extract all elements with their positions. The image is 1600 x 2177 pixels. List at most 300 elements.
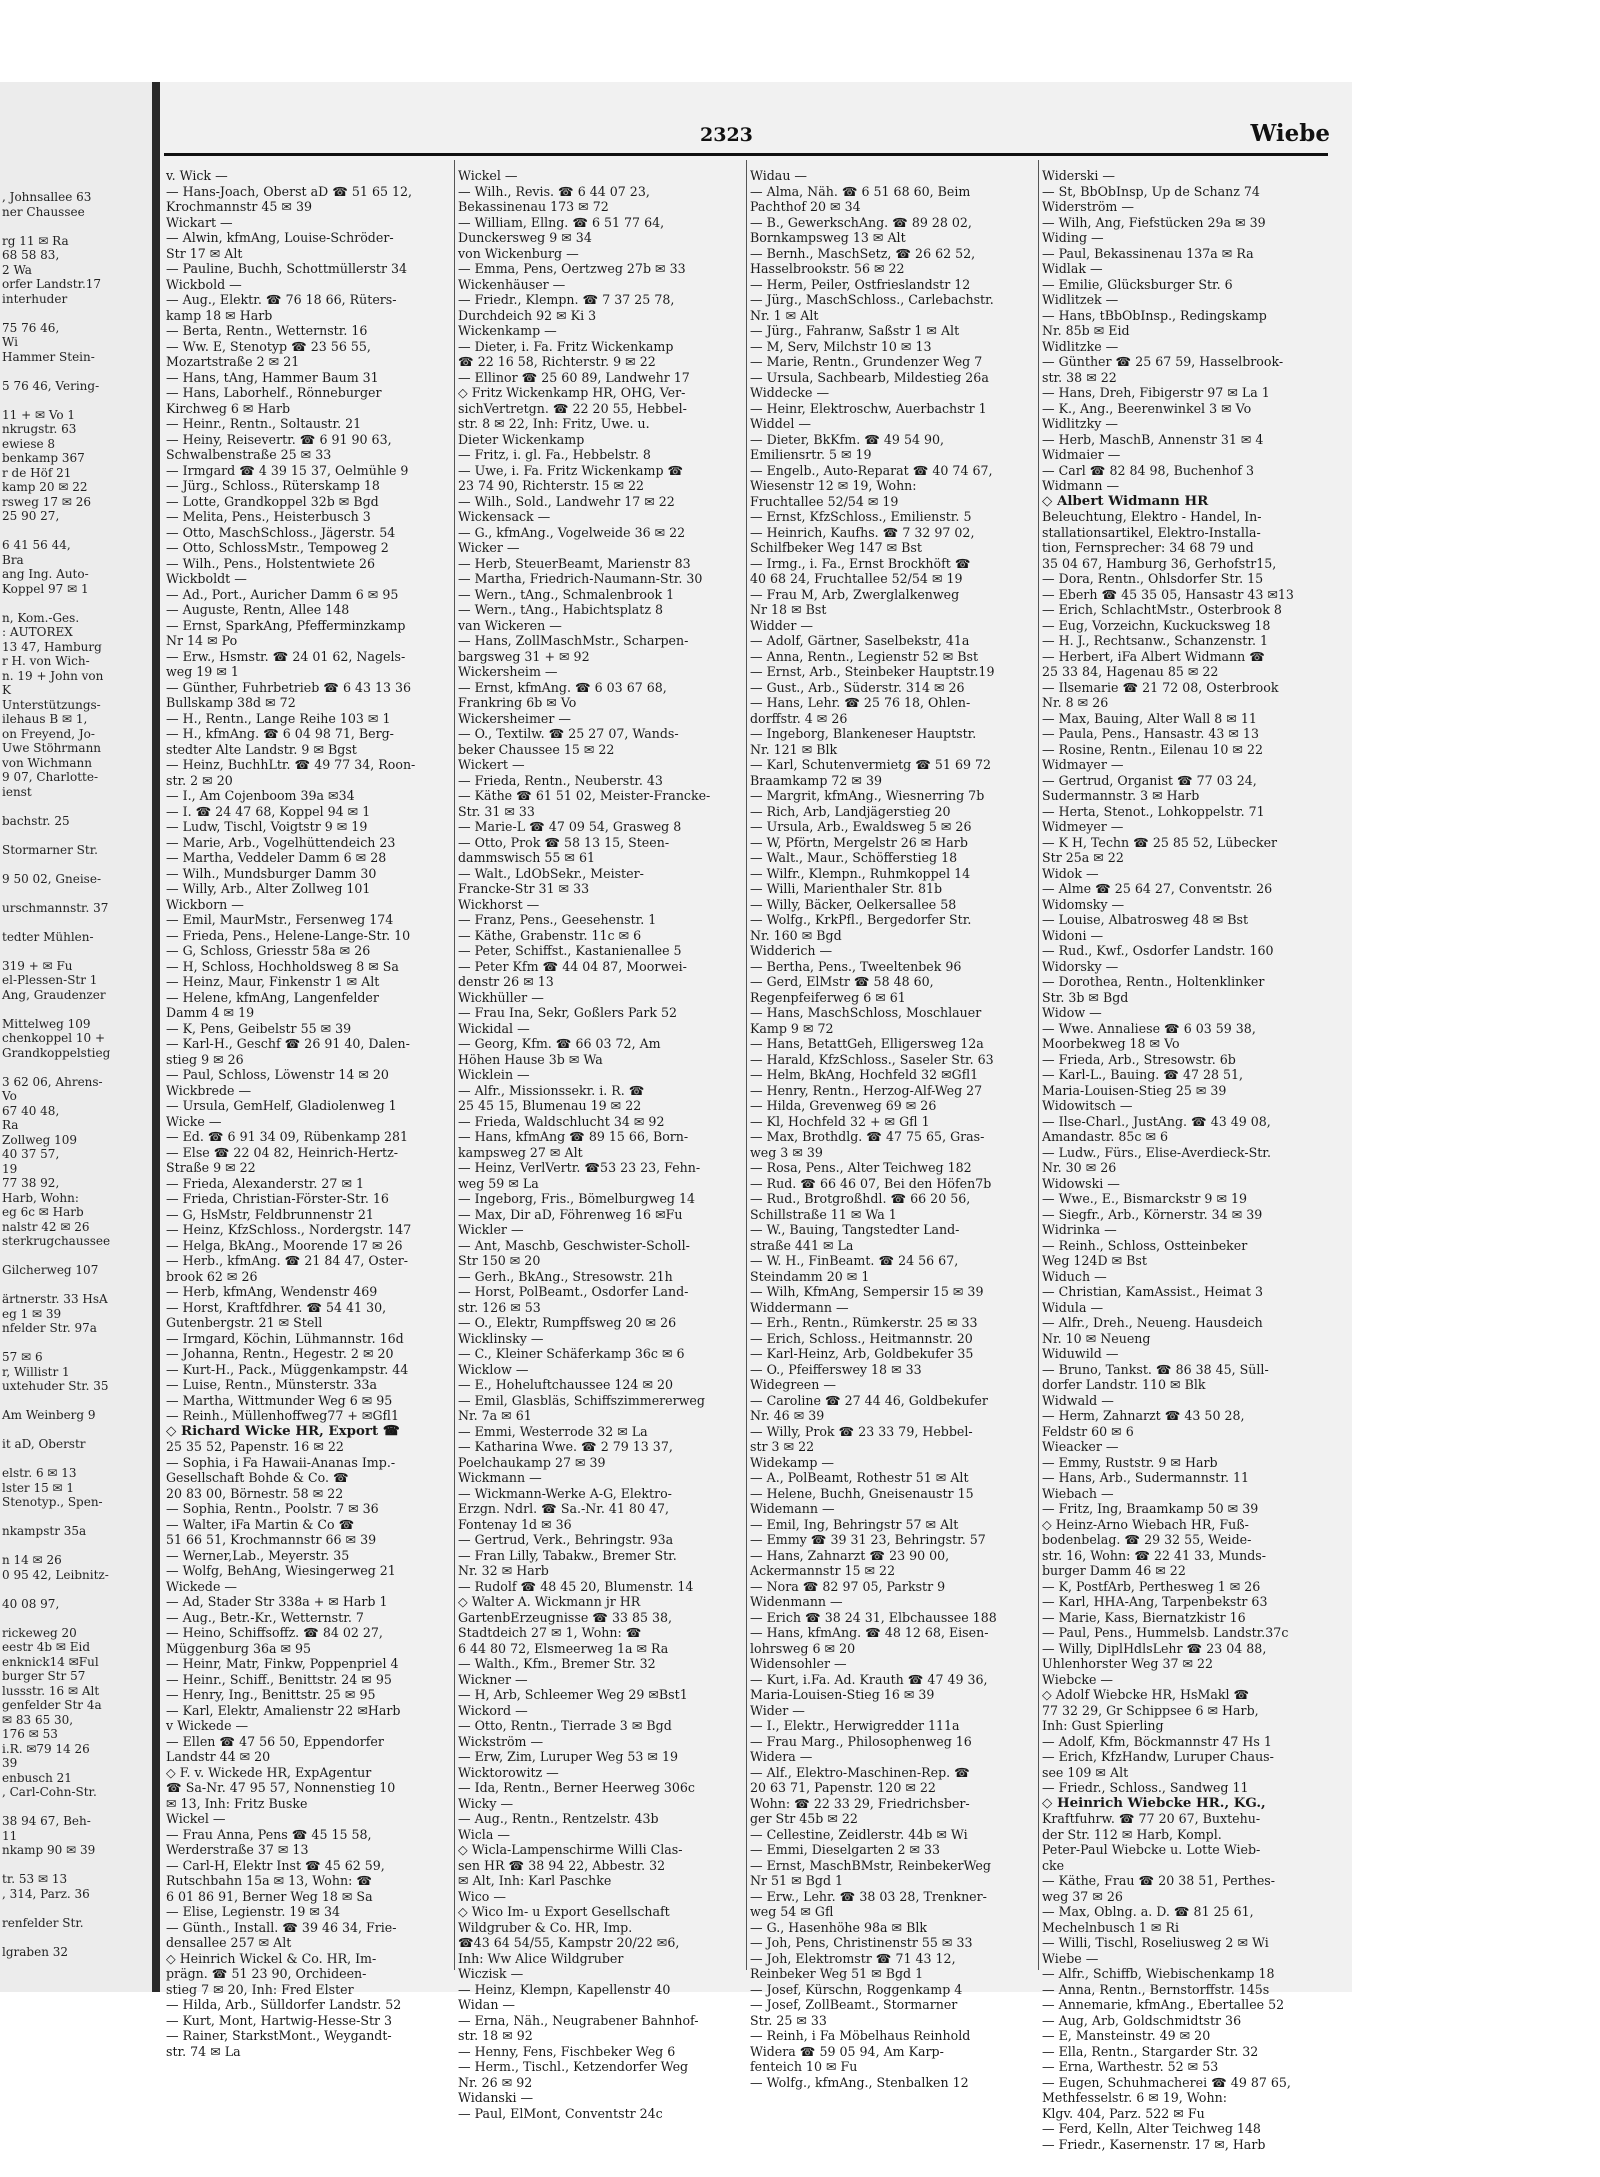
left-fragment-line: 68 58 83,	[2, 248, 60, 262]
left-fragment-line: Ra	[2, 1118, 19, 1132]
directory-entry: Nr. 26 ✉ 92	[458, 2074, 533, 2090]
directory-entry: v. Wick —	[166, 168, 228, 183]
directory-entry: — Dorothea, Rentn., Holtenklinker	[1042, 974, 1265, 989]
directory-entry: Nr. 10 ✉ Neueng	[1042, 1330, 1151, 1346]
directory-entry: beker Chaussee 15 ✉ 22	[458, 741, 615, 757]
left-fragment-line: r de Höf 21	[2, 465, 72, 480]
left-fragment-line	[2, 1452, 150, 1467]
left-fragment-line	[2, 1800, 150, 1815]
directory-entry: Widula —	[1042, 1299, 1104, 1315]
directory-entry: — Herm., Tischl., Ketzendorfer Weg	[458, 2059, 689, 2074]
directory-column-3	[750, 168, 1032, 2090]
left-fragment-line	[2, 524, 150, 539]
directory-entry: — Willy, DiplHdlsLehr ☎ 23 04 88,	[1042, 1640, 1267, 1656]
directory-entry: Inh: Gust Spierling	[1042, 1718, 1164, 1733]
directory-entry: Klgv. 404, Parz. 522 ✉ Fu	[1042, 2105, 1205, 2121]
directory-entry: Wickensack —	[458, 509, 551, 524]
directory-entry: Widing —	[1042, 230, 1104, 245]
directory-entry: ger Str 45b ✉ 22	[750, 1811, 858, 1826]
left-fragment-line	[2, 1539, 150, 1554]
left-fragment-line: n. 19 + John von	[2, 668, 104, 683]
directory-entry: Erzgn. Ndrl. ☎ Sa.-Nr. 41 80 47,	[458, 1501, 669, 1516]
directory-entry: — Heinz, Maur, Finkenstr 1 ✉ Alt	[166, 974, 380, 989]
left-fragment-line: r H. von Wich-	[2, 654, 90, 668]
directory-entry: — E, Mansteinstr. 49 ✉ 20	[1042, 2028, 1211, 2043]
directory-entry: — Wilh., Revis. ☎ 6 44 07 23,	[458, 183, 650, 199]
directory-entry: Amandastr. 85c ✉ 6	[1042, 1129, 1169, 1144]
directory-entry: tion, Fernsprecher: 34 68 79 und	[1042, 540, 1254, 555]
directory-entry: — Kurt, Mont, Hartwig-Hesse-Str 3	[166, 2012, 393, 2028]
left-fragment-line: von Wichmann	[2, 755, 92, 770]
directory-entry: str. 18 ✉ 92	[458, 2028, 533, 2043]
directory-entry: — Willi, Tischl, Roseliusweg 2 ✉ Wi	[1042, 1935, 1269, 1950]
directory-entry: — Irmgard ☎ 4 39 15 37, Oelmühle 9	[166, 462, 409, 478]
directory-entry: — Ernst, KfzSchloss., Emilienstr. 5	[750, 509, 972, 524]
directory-entry: v Wickede —	[166, 1718, 249, 1733]
directory-page	[160, 82, 1352, 2152]
directory-entry: GartenbErzeugnisse ☎ 33 85 38,	[458, 1609, 673, 1625]
left-fragment-line: : AUTOREX	[2, 625, 73, 639]
directory-entry: Feldstr 60 ✉ 6	[1042, 1423, 1134, 1439]
directory-entry: Wickhüller —	[458, 989, 544, 1005]
directory-entry: Wico —	[458, 1888, 506, 1904]
directory-entry: Widemann —	[750, 1501, 835, 1516]
left-fragment-line: ilehaus B ✉ 1,	[2, 712, 88, 726]
directory-entry: — I., Elektr., Herwigredder 111a	[750, 1718, 960, 1733]
directory-entry: — Alf., Elektro-Maschinen-Rep. ☎	[750, 1764, 970, 1780]
directory-entry: — Kurt, i.Fa. Ad. Krauth ☎ 47 49 36,	[750, 1671, 988, 1687]
directory-entry: Widowitsch —	[1042, 1098, 1133, 1113]
directory-entry: — Willy, Arb., Alter Zollweg 101	[166, 881, 371, 896]
directory-entry: — Hilda, Grevenweg 69 ✉ 26	[750, 1098, 937, 1113]
left-fragment-line	[2, 596, 150, 611]
left-fragment-line: 11 + ✉ Vo 1	[2, 407, 76, 422]
left-fragment-line: 176 ✉ 53	[2, 1727, 58, 1741]
left-fragment-line: ner Chaussee	[2, 204, 85, 219]
directory-entry: — Bernh., MaschSetz, ☎ 26 62 52,	[750, 245, 976, 261]
directory-entry: — Ernst, MaschBMstr, ReinbekerWeg	[750, 1857, 991, 1873]
directory-entry: str. 2 ✉ 20	[166, 772, 233, 788]
directory-entry: — Erh., Rentn., Rümkerstr. 25 ✉ 33	[750, 1315, 978, 1330]
directory-entry: kamp 18 ✉ Harb	[166, 307, 273, 323]
directory-entry: — K, Pens, Geibelstr 55 ✉ 39	[166, 1020, 352, 1036]
directory-entry: Wickede —	[166, 1578, 237, 1594]
directory-entry: — Reinh., Schloss, Ostteinbeker	[1042, 1237, 1248, 1253]
directory-entry: — Hans, Zahnarzt ☎ 23 90 00,	[750, 1547, 950, 1563]
left-fragment-line	[2, 393, 150, 408]
directory-entry: — Willy, Prok ☎ 23 33 79, Hebbel-	[750, 1423, 973, 1439]
directory-entry: Kraftfuhrw. ☎ 77 20 67, Buxtehu-	[1042, 1811, 1261, 1826]
directory-entry: — Ant, Maschb, Geschwister-Scholl-	[458, 1237, 690, 1253]
directory-entry: Widera —	[750, 1749, 813, 1764]
directory-entry: — Alfr., Schiffb, Wiebischenkamp 18	[1042, 1966, 1275, 1981]
left-fragment-line	[2, 364, 150, 379]
directory-entry: Beleuchtung, Elektro - Handel, In-	[1042, 509, 1262, 524]
directory-entry: Wickenkamp —	[458, 323, 557, 338]
left-fragment-line: 77 38 92,	[2, 1176, 60, 1190]
left-fragment-line: urschmannstr. 37	[2, 900, 109, 915]
directory-entry: — Wolfg., kfmAng., Stenbalken 12	[750, 2074, 969, 2090]
directory-entry: Peter-Paul Wiebcke u. Lotte Wieb-	[1042, 1842, 1261, 1857]
directory-entry: — Frau M, Arb, Zwerglalkenweg	[750, 586, 960, 602]
left-fragment-line: 319 + ✉ Fu	[2, 958, 73, 973]
directory-entry: — Marie, Rentn., Grundenzer Weg 7	[750, 354, 983, 369]
directory-entry: — Carl ☎ 82 84 98, Buchenhof 3	[1042, 462, 1255, 478]
book-gutter	[152, 82, 160, 1992]
left-fragment-line	[2, 799, 150, 814]
directory-entry: — Frau Anna, Pens ☎ 45 15 58,	[166, 1826, 372, 1842]
directory-entry: Wicker —	[458, 540, 520, 555]
directory-entry: — Horst, PolBeamt., Osdorfer Land-	[458, 1284, 689, 1299]
left-fragment-line: chenkoppel 10 +	[2, 1031, 106, 1045]
directory-entry: — St, BbObInsp, Up de Schanz 74	[1042, 183, 1260, 199]
running-head: Wiebe	[1250, 120, 1330, 147]
left-page-fragment	[0, 82, 152, 1992]
directory-entry: — Otto, MaschSchloss., Jägerstr. 54	[166, 524, 396, 540]
directory-entry: — Kurt-H., Pack., Müggenkampstr. 44	[166, 1361, 409, 1377]
directory-entry: 25 45 15, Blumenau 19 ✉ 22	[458, 1098, 642, 1113]
left-fragment-line: i.R. ✉79 14 26	[2, 1741, 90, 1756]
directory-entry: — Otto, Rentn., Tierrade 3 ✉ Bgd	[458, 1718, 672, 1733]
directory-entry: Wickersheimer —	[458, 710, 571, 726]
directory-entry: — Martha, Friedrich-Naumann-Str. 30	[458, 571, 703, 586]
directory-entry: stieg 7 ✉ 20, Inh: Fred Elster	[166, 1981, 354, 1997]
directory-entry: — Alfr., Missionssekr. i. R. ☎	[458, 1082, 645, 1098]
directory-entry: — Siegfr., Arb., Körnerstr. 34 ✉ 39	[1042, 1206, 1263, 1222]
left-fragment-line: Stenotyp., Spen-	[2, 1495, 103, 1509]
directory-entry: — Ursula, Arb., Ewaldsweg 5 ✉ 26	[750, 819, 972, 834]
directory-entry: — Frieda, Rentn., Neuberstr. 43	[458, 772, 663, 788]
left-fragment-line: orfer Landstr.17	[2, 277, 102, 291]
left-fragment-line: 40 08 97,	[2, 1596, 60, 1611]
directory-entry: Widensohler —	[750, 1656, 847, 1671]
directory-entry: cke	[1042, 1857, 1065, 1873]
directory-entry: ◇ Heinz-Arno Wiebach HR, Fuß-	[1042, 1516, 1249, 1532]
directory-entry: — Karl-Heinz, Arb, Goldbekufer 35	[750, 1346, 974, 1361]
column-divider	[746, 160, 747, 1970]
directory-entry: Kirchweg 6 ✉ Harb	[166, 400, 291, 416]
directory-entry: — G., kfmAng., Vogelweide 36 ✉ 22	[458, 524, 686, 540]
directory-entry: — O., Textilw. ☎ 25 27 07, Wands-	[458, 726, 679, 741]
left-fragment-line: eestr 4b ✉ Eid	[2, 1640, 91, 1654]
directory-entry: — Heinz, Klempn, Kapellenstr 40	[458, 1981, 671, 1997]
directory-entry: — Melita, Pens., Heisterbusch 3	[166, 509, 371, 524]
directory-entry: ◇ Wicla-Lampenschirme Willi Clas-	[458, 1842, 683, 1857]
directory-entry: Widrinka —	[1042, 1222, 1117, 1237]
left-fragment-line: el-Plessen-Str 1	[2, 973, 98, 987]
directory-entry: — Ida, Rentn., Berner Heerweg 306c	[458, 1780, 695, 1795]
directory-entry: str. 38 ✉ 22	[1042, 369, 1117, 385]
directory-entry: Nr. 46 ✉ 39	[750, 1408, 825, 1423]
directory-entry: Wicklinsky —	[458, 1330, 544, 1346]
left-fragment-line: 40 37 57,	[2, 1147, 60, 1161]
directory-entry: Wicky —	[458, 1795, 514, 1811]
directory-entry: — Rosine, Rentn., Eilenau 10 ✉ 22	[1042, 741, 1263, 757]
directory-entry: — Fritz, Ing, Braamkamp 50 ✉ 39	[1042, 1501, 1259, 1516]
left-fragment-line: ang Ing. Auto-	[2, 567, 89, 581]
directory-entry: Widera ☎ 59 05 94, Am Karp-	[750, 2043, 944, 2059]
directory-entry: 6 01 86 91, Berner Weg 18 ✉ Sa	[166, 1888, 373, 1904]
left-fragment-line: Koppel 97 ✉ 1	[2, 581, 89, 596]
directory-entry: Francke-Str 31 ✉ 33	[458, 881, 590, 896]
left-fragment-line: renfelder Str.	[2, 1915, 84, 1930]
directory-entry: — Wilh., Pens., Holstentwiete 26	[166, 555, 375, 571]
left-fragment-line: lgraben 32	[2, 1944, 69, 1959]
left-fragment-line	[2, 1510, 150, 1525]
left-fragment-line: uxtehuder Str. 35	[2, 1379, 109, 1393]
directory-entry: — K., Ang., Beerenwinkel 3 ✉ Vo	[1042, 400, 1252, 416]
directory-entry: — Willi, Marienthaler Str. 81b	[750, 881, 943, 896]
directory-entry: — Marie, Kass, Biernatzkistr 16	[1042, 1609, 1246, 1625]
directory-entry: — Emmi, Dieselgarten 2 ✉ 33	[750, 1842, 941, 1857]
directory-entry: weg 3 ✉ 39	[750, 1144, 823, 1160]
left-fragment-line: burger Str 57	[2, 1669, 86, 1683]
directory-entry: denstr 26 ✉ 13	[458, 974, 554, 989]
directory-entry: — Günth., Install. ☎ 39 46 34, Frie-	[166, 1919, 397, 1935]
directory-entry: Widderich —	[750, 943, 833, 958]
directory-entry: — Johanna, Rentn., Hegestr. 2 ✉ 20	[166, 1346, 394, 1361]
left-fragment-line: lster 15 ✉ 1	[2, 1480, 75, 1495]
directory-entry: Widder —	[750, 617, 813, 633]
left-fragment-line: rickeweg 20	[2, 1625, 77, 1640]
directory-entry: — Frieda, Pens., Helene-Lange-Str. 10	[166, 927, 411, 943]
directory-entry: — H., kfmAng. ☎ 6 04 98 71, Berg-	[166, 726, 394, 741]
directory-entry: — Sophia, Rentn., Poolstr. 7 ✉ 36	[166, 1501, 379, 1516]
directory-entry: sichVertretgn. ☎ 22 20 55, Hebbel-	[458, 400, 687, 416]
directory-entry: Poelchaukamp 27 ✉ 39	[458, 1454, 606, 1470]
directory-entry: Nr. 8 ✉ 26	[1042, 695, 1109, 710]
directory-entry: — Wwe., E., Bismarckstr 9 ✉ 19	[1042, 1191, 1248, 1206]
directory-entry: — Joh, Elektromstr ☎ 71 43 12,	[750, 1950, 956, 1966]
directory-entry: — Helm, BkAng, Hochfeld 32 ✉Gfl1	[750, 1067, 979, 1082]
directory-entry: Methfesselstr. 6 ✉ 19, Wohn:	[1042, 2090, 1227, 2105]
directory-entry: Nr. 32 ✉ Harb	[458, 1563, 549, 1578]
directory-entry: — Aug., Betr.-Kr., Wetternstr. 7	[166, 1609, 364, 1625]
directory-entry: — Paula, Pens., Hansastr. 43 ✉ 13	[1042, 726, 1259, 741]
directory-entry: — Aug., Rentn., Rentzelstr. 43b	[458, 1811, 659, 1826]
directory-entry: — Herta, Stenot., Lohkoppelstr. 71	[1042, 803, 1265, 819]
left-fragment-line: Bra	[2, 552, 24, 567]
directory-entry: — Friedr., Schloss., Sandweg 11	[1042, 1780, 1249, 1795]
directory-entry: Regenpfeiferweg 6 ✉ 61	[750, 989, 906, 1005]
directory-entry: — Uwe, i. Fa. Fritz Wickenkamp ☎	[458, 462, 684, 478]
directory-entry: Wickner —	[458, 1671, 528, 1687]
directory-entry: Str. 25 ✉ 33	[750, 2012, 827, 2028]
directory-entry: — Heinz, VerlVertr. ☎53 23 23, Fehn-	[458, 1160, 701, 1175]
directory-entry: Hasselbrookstr. 56 ✉ 22	[750, 261, 905, 276]
directory-entry: — Emil, Ing, Behringstr 57 ✉ Alt	[750, 1516, 959, 1532]
directory-entry: — William, Ellng. ☎ 6 51 77 64,	[458, 214, 665, 230]
directory-entry: Wider —	[750, 1702, 805, 1718]
directory-entry: — Wolfg., KrkPfl., Bergedorfer Str.	[750, 912, 972, 927]
directory-entry: — W, Pförtn, Mergelstr 26 ✉ Harb	[750, 834, 968, 850]
directory-entry: 25 33 84, Hagenau 85 ✉ 22	[1042, 664, 1219, 679]
directory-entry: — Henry, Rentn., Herzog-Alf-Weg 27	[750, 1082, 983, 1098]
left-fragment-line: 2 Wa	[2, 262, 32, 277]
directory-entry: Nr. 160 ✉ Bgd	[750, 927, 842, 943]
left-fragment-line: Uwe Stöhrmann	[2, 741, 102, 755]
directory-entry: Wickord —	[458, 1702, 528, 1718]
directory-entry: — H, Schloss, Hochholdsweg 8 ✉ Sa	[166, 958, 399, 974]
directory-entry: — Jürg., Schloss., Rüterskamp 18	[166, 478, 380, 493]
left-fragment-line: enknick14 ✉Ful	[2, 1654, 99, 1669]
directory-entry: — Ernst, kfmAng. ☎ 6 03 67 68,	[458, 679, 667, 695]
directory-entry: Straße 9 ✉ 22	[166, 1160, 256, 1175]
directory-entry: — Elise, Legienstr. 19 ✉ 34	[166, 1904, 341, 1919]
directory-entry: Uhlenhorster Weg 37 ✉ 22	[1042, 1656, 1214, 1671]
directory-entry: kampsweg 27 ✉ Alt	[458, 1144, 583, 1160]
directory-entry: Widdermann —	[750, 1299, 849, 1315]
left-fragment-line: 57 ✉ 6	[2, 1350, 43, 1364]
directory-entry: — Berta, Rentn., Wetternstr. 16	[166, 323, 368, 338]
directory-entry: — Luise, Rentn., Münsterstr. 33a	[166, 1377, 378, 1392]
directory-entry: Wickel —	[166, 1811, 226, 1826]
directory-entry: Wickler —	[458, 1222, 524, 1237]
left-fragment-line: Harb, Wohn:	[2, 1190, 79, 1205]
directory-entry: — Peter, Schiffst., Kastanienallee 5	[458, 943, 682, 958]
directory-entry: — Irmgard, Köchin, Lühmannstr. 16d	[166, 1330, 404, 1346]
directory-entry: — Margrit, kfmAng., Wiesnerring 7b	[750, 788, 985, 803]
directory-entry: Wicke —	[166, 1113, 222, 1129]
left-fragment-line: , Carl-Cohn-Str.	[2, 1785, 97, 1799]
directory-entry: — Wilh, Ang, Fiefstücken 29a ✉ 39	[1042, 214, 1266, 230]
directory-entry: Str. 31 ✉ 33	[458, 803, 535, 819]
directory-entry: — Käthe ☎ 61 51 02, Meister-Francke-	[458, 788, 711, 803]
directory-entry: — Walter, iFa Martin & Co ☎	[166, 1516, 355, 1532]
directory-entry: Wickidal —	[458, 1020, 530, 1036]
directory-entry: see 109 ✉ Alt	[1042, 1764, 1129, 1780]
left-fragment-line	[2, 1278, 150, 1293]
directory-entry: Str 150 ✉ 20	[458, 1253, 541, 1268]
directory-entry: — Ludw., Fürs., Elise-Averdieck-Str.	[1042, 1144, 1271, 1160]
directory-entry: Wickmann —	[458, 1470, 542, 1485]
directory-entry: Wiebcke —	[1042, 1671, 1113, 1687]
directory-entry: weg 37 ✉ 26	[1042, 1888, 1123, 1904]
directory-entry: — Karl-L., Bauing. ☎ 47 28 51,	[1042, 1067, 1244, 1082]
directory-entry: — Georg, Kfm. ☎ 66 03 72, Am	[458, 1036, 661, 1051]
directory-entry: — Martha, Veddeler Damm 6 ✉ 28	[166, 850, 387, 865]
left-fragment-line	[2, 944, 150, 959]
left-fragment-line	[2, 1249, 150, 1264]
directory-entry: — A., PolBeamt, Rothestr 51 ✉ Alt	[750, 1470, 969, 1485]
directory-entry: weg 54 ✉ Gfl	[750, 1904, 834, 1919]
directory-entry: — Gertrud, Organist ☎ 77 03 24,	[1042, 772, 1257, 788]
left-fragment-line: Stormarner Str.	[2, 842, 98, 857]
directory-entry: Widoni —	[1042, 927, 1104, 943]
directory-entry: Widorsky —	[1042, 958, 1119, 974]
directory-entry: — Herb, SteuerBeamt, Marienstr 83	[458, 555, 691, 571]
left-fragment-line: eg 6c ✉ Harb	[2, 1205, 84, 1219]
directory-entry: ☎ 22 16 58, Richterstr. 9 ✉ 22	[458, 354, 656, 369]
directory-entry: Sudermannstr. 3 ✉ Harb	[1042, 788, 1200, 803]
directory-entry: — Katharina Wwe. ☎ 2 79 13 37,	[458, 1439, 673, 1454]
directory-entry: — Rudolf ☎ 48 45 20, Blumenstr. 14	[458, 1578, 694, 1594]
directory-entry: ◇ Richard Wicke HR, Export ☎	[166, 1422, 400, 1439]
left-fragment-line: Ang, Graudenzer	[2, 987, 106, 1002]
directory-entry: — Wilh., Mundsburger Damm 30	[166, 865, 377, 881]
directory-entry: Wiesenstr 12 ✉ 19, Wohn:	[750, 478, 917, 493]
directory-entry: Widmaier —	[1042, 447, 1121, 462]
left-fragment-line: sterkrugchaussee	[2, 1234, 111, 1248]
left-fragment-line: 9 50 02, Gneise-	[2, 871, 101, 886]
left-fragment-line: ✉ 83 65 30,	[2, 1712, 74, 1727]
directory-entry: Wickström —	[458, 1733, 544, 1749]
directory-entry: Str. 3b ✉ Bgd	[1042, 989, 1129, 1005]
directory-entry: — Frieda, Arb., Stresowstr. 6b	[1042, 1051, 1236, 1067]
directory-entry: — B., GewerkschAng. ☎ 89 28 02,	[750, 214, 972, 230]
directory-entry: — Auguste, Rentn, Allee 148	[166, 602, 350, 617]
directory-entry: — Max, Dir aD, Föhrenweg 16 ✉Fu	[458, 1206, 683, 1222]
directory-entry: Wicklein —	[458, 1067, 530, 1082]
directory-entry: straße 441 ✉ La	[750, 1237, 854, 1253]
directory-entry: ◇ Albert Widmann HR	[1042, 492, 1209, 509]
directory-entry: — Josef, ZollBeamt., Stormarner	[750, 1997, 958, 2012]
directory-entry: — Rainer, StarkstMont., Weygandt-	[166, 2028, 392, 2043]
directory-entry: Bornkampsweg 13 ✉ Alt	[750, 230, 906, 245]
directory-entry: — Aug, Arb, Goldschmidtstr 36	[1042, 2012, 1242, 2028]
directory-entry: — Käthe, Grabenstr. 11c ✉ 6	[458, 927, 642, 943]
left-fragment-line: K	[2, 683, 11, 697]
directory-entry: Widlitzky —	[1042, 416, 1118, 431]
directory-entry: Nr 18 ✉ Bst	[750, 602, 827, 617]
directory-entry: — Adolf, Gärtner, Saselbekstr, 41a	[750, 633, 970, 648]
directory-entry: — Erich, Schloss., Heitmannstr. 20	[750, 1330, 973, 1346]
directory-entry: — Ingeborg, Blankeneser Hauptstr.	[750, 726, 977, 741]
directory-entry: Wickhorst —	[458, 896, 540, 912]
directory-entry: Gesellschaft Bohde & Co. ☎	[166, 1470, 349, 1485]
directory-entry: von Wickenburg —	[458, 245, 579, 261]
directory-entry: — Erw., Lehr. ☎ 38 03 28, Trenkner-	[750, 1888, 987, 1904]
directory-entry: prägn. ☎ 51 23 90, Orchideen-	[166, 1966, 367, 1981]
directory-entry: — O., Elektr, Rumpffsweg 20 ✉ 26	[458, 1315, 677, 1330]
left-fragment-line: 13 47, Hamburg	[2, 639, 102, 654]
left-fragment-line	[2, 828, 150, 843]
directory-entry: — Nora ☎ 82 97 05, Parkstr 9	[750, 1578, 946, 1594]
directory-column-1	[166, 168, 448, 2059]
directory-entry: Widdecke —	[750, 385, 830, 400]
left-fragment-line: nfelder Str. 97a	[2, 1321, 97, 1335]
directory-entry: — Lotte, Grandkoppel 32b ✉ Bgd	[166, 493, 379, 509]
directory-entry: — Ella, Rentn., Stargarder Str. 32	[1042, 2043, 1259, 2059]
left-fragment-line: nalstr 42 ✉ 26	[2, 1219, 90, 1234]
directory-entry: — Erich, KfzHandw, Luruper Chaus-	[1042, 1749, 1274, 1764]
directory-entry: Wickersheim —	[458, 664, 558, 679]
directory-entry: stedter Alte Landstr. 9 ✉ Bgst	[166, 741, 357, 757]
directory-entry: — Herbert, iFa Albert Widmann ☎	[1042, 648, 1265, 664]
directory-entry: — G, HsMstr, Feldbrunnenstr 21	[166, 1206, 374, 1222]
directory-entry: Widerström —	[1042, 199, 1134, 214]
directory-entry: — Käthe, Frau ☎ 20 38 51, Perthes-	[1042, 1873, 1276, 1888]
directory-entry: ☎ Sa-Nr. 47 95 57, Nonnenstieg 10	[166, 1780, 396, 1795]
left-fragment-line: Gilcherweg 107	[2, 1263, 99, 1277]
directory-entry: — E., Hoheluftchaussee 124 ✉ 20	[458, 1377, 674, 1392]
directory-entry: — Frieda, Christian-Förster-Str. 16	[166, 1191, 389, 1206]
left-fragment-line: Mittelweg 109	[2, 1016, 91, 1031]
directory-entry: lohrsweg 6 ✉ 20	[750, 1640, 856, 1656]
directory-entry: Stadtdeich 27 ✉ 1, Wohn: ☎	[458, 1625, 642, 1640]
left-fragment-line: 75 76 46,	[2, 320, 60, 335]
directory-entry: ◇ Fritz Wickenkamp HR, OHG, Ver-	[458, 385, 686, 400]
left-fragment-line: n, Kom.-Ges.	[2, 610, 80, 625]
left-fragment-line: 3 62 06, Ahrens-	[2, 1074, 103, 1089]
directory-entry: — Paul, ElMont, Conventstr 24c	[458, 2105, 663, 2121]
directory-entry: — Franz, Pens., Geesehenstr. 1	[458, 912, 657, 927]
directory-entry: Werderstraße 37 ✉ 13	[166, 1842, 309, 1857]
directory-entry: — I. ☎ 24 47 68, Koppel 94 ✉ 1	[166, 803, 371, 819]
directory-entry: — Henny, Fens, Fischbeker Weg 6	[458, 2043, 676, 2059]
left-fragment-line: enbusch 21	[2, 1770, 72, 1785]
left-fragment-line: genfelder Str 4a	[2, 1698, 102, 1712]
